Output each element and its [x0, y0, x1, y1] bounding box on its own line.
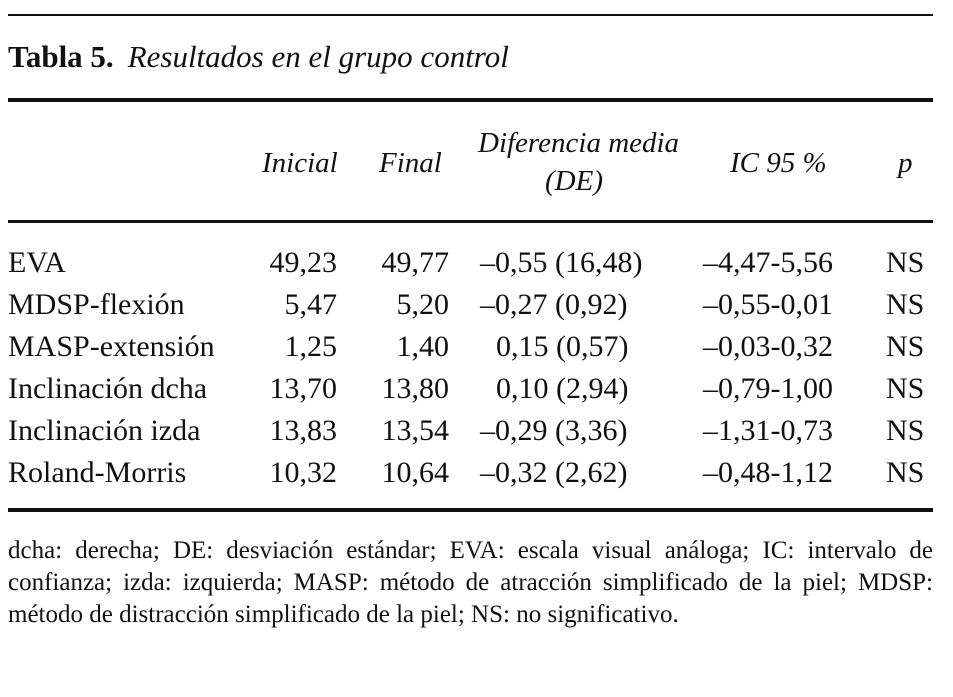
cell-diferencia: –0,27 (0,92) — [480, 288, 628, 321]
row-label: EVA — [8, 246, 66, 279]
cell-diferencia: 0,15 (0,57) — [496, 330, 629, 363]
cell-p: NS — [886, 246, 925, 279]
row-label: MASP-extensión — [8, 330, 215, 363]
table-row — [0, 452, 953, 494]
cell-ic: –0,55-0,01 — [703, 288, 833, 321]
cell-p: NS — [886, 372, 925, 405]
cell-inicial: 10,32 — [269, 456, 337, 489]
cell-final: 10,64 — [381, 456, 449, 489]
row-label: Inclinación dcha — [8, 372, 208, 405]
cell-p: NS — [886, 414, 925, 447]
header-p: p — [898, 147, 913, 179]
cell-final: 1,40 — [396, 330, 449, 363]
cell-final: 5,20 — [396, 288, 449, 321]
header-inicial: Inicial — [262, 147, 338, 179]
table-row — [0, 284, 953, 326]
table-bottom-rule — [8, 508, 933, 512]
table-caption: Resultados en el grupo control — [127, 39, 509, 74]
cell-diferencia: –0,55 (16,48) — [480, 246, 643, 279]
cell-ic: –0,48-1,12 — [703, 456, 833, 489]
cell-p: NS — [886, 456, 925, 489]
cell-p: NS — [886, 330, 925, 363]
header-diferencia-line1: Diferencia media — [478, 127, 680, 159]
cell-inicial: 49,23 — [269, 246, 337, 279]
top-rule — [8, 14, 933, 16]
table-title — [8, 40, 509, 74]
cell-ic: –1,31-0,73 — [703, 414, 833, 447]
row-label: MDSP-flexión — [8, 288, 185, 321]
header-bottom-rule — [8, 220, 933, 223]
cell-inicial: 5,47 — [284, 288, 337, 321]
row-label: Roland-Morris — [8, 456, 187, 489]
cell-p: NS — [886, 288, 925, 321]
table-row — [0, 326, 953, 368]
cell-final: 49,77 — [381, 246, 449, 279]
table-row — [0, 410, 953, 452]
cell-diferencia: 0,10 (2,94) — [496, 372, 629, 405]
header-final: Final — [379, 147, 442, 179]
cell-inicial: 13,70 — [269, 372, 337, 405]
cell-diferencia: –0,32 (2,62) — [480, 456, 628, 489]
cell-ic: –0,03-0,32 — [703, 330, 833, 363]
header-top-rule — [8, 98, 933, 102]
table-number: Tabla 5. — [8, 39, 114, 74]
cell-final: 13,54 — [381, 414, 449, 447]
cell-final: 13,80 — [381, 372, 449, 405]
header-diferencia-line2: (DE) — [545, 165, 603, 197]
cell-inicial: 1,25 — [284, 330, 337, 363]
header-ic: IC 95 % — [730, 147, 827, 179]
cell-inicial: 13,83 — [269, 414, 337, 447]
cell-diferencia: –0,29 (3,36) — [480, 414, 628, 447]
table-footnote: dcha: derecha; DE: desviación estándar; EVA: escala visual análoga; IC: intervalo de confianza; izda: izquierda; MASP: método de atracción simplificado de la piel; MDSP: método de distracción simplificado de la piel; NS: no significativo. — [8, 537, 933, 628]
cell-ic: –0,79-1,00 — [703, 372, 833, 405]
cell-ic: –4,47-5,56 — [703, 246, 833, 279]
table-row — [0, 242, 953, 284]
row-label: Inclinación izda — [8, 414, 201, 447]
table-row — [0, 368, 953, 410]
